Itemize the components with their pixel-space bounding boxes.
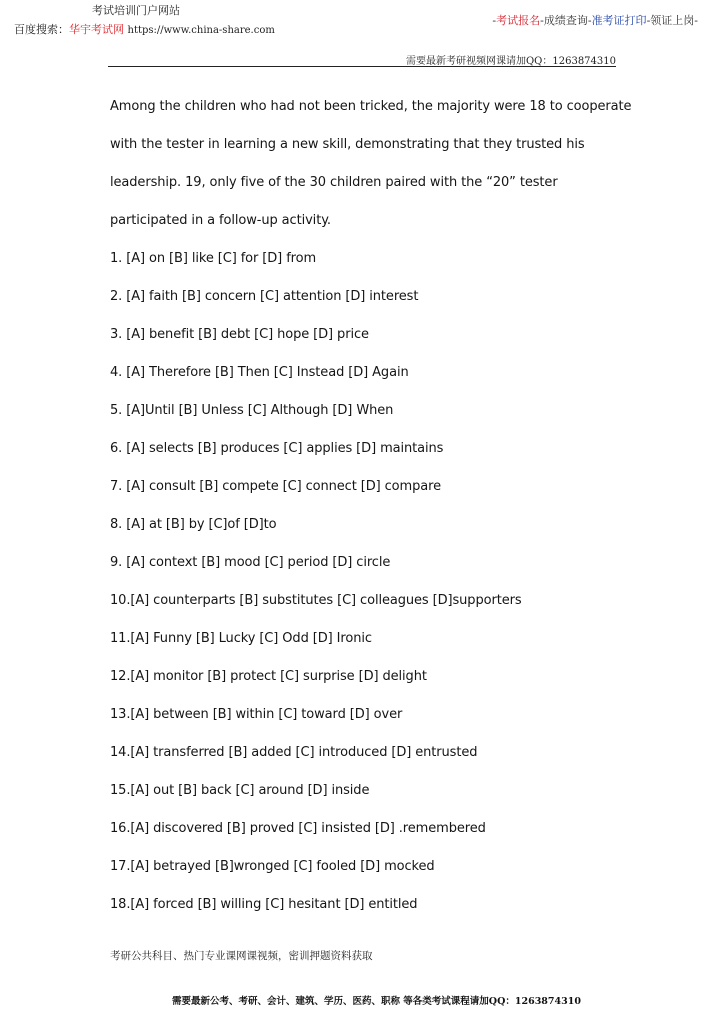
question-option-line: 17.[A] betrayed [B]wronged [C] fooled [D] mocked (110, 859, 435, 874)
document-body (110, 96, 632, 932)
question-option-line: 8. [A] at [B] by [C]of [D]to (110, 517, 277, 532)
question-option-line: 14.[A] transferred [B] added [C] introduced [D] entrusted (110, 745, 478, 760)
passage-line: with the tester in learning a new skill, demonstrating that they trusted his (110, 137, 585, 152)
nav-exam-signup-link[interactable]: 考试报名 (496, 14, 541, 27)
question-option-line: 12.[A] monitor [B] protect [C] surprise [D] delight (110, 669, 427, 684)
question-option-line: 5. [A]Until [B] Unless [C] Although [D] When (110, 403, 394, 418)
question-option-line: 1. [A] on [B] like [C] for [D] from (110, 251, 317, 266)
question-option-line: 7. [A] consult [B] compete [C] connect [D] compare (110, 479, 441, 494)
site-search-line (14, 21, 275, 37)
qq-contact-line: 需要最新考研视频网课请加QQ：1263874310 (405, 56, 616, 67)
header-nav (492, 12, 698, 28)
question-option-line: 9. [A] context [B] mood [C] period [D] circle (110, 555, 391, 570)
footer-contact-line: 需要最新公考、考研、会计、建筑、学历、医药、职称 等各类考试课程请加QQ：1263874310 (172, 996, 581, 1007)
question-option-line: 3. [A] benefit [B] debt [C] hope [D] price (110, 327, 369, 342)
question-option-line: 4. [A] Therefore [B] Then [C] Instead [D] Again (110, 365, 409, 380)
header-divider (108, 66, 616, 67)
nav-score-query-link[interactable]: 成绩查询 (543, 14, 588, 27)
nav-separator: - (587, 14, 592, 27)
question-option-line: 11.[A] Funny [B] Lucky [C] Odd [D] Ironic (110, 631, 372, 646)
question-option-line: 6. [A] selects [B] produces [C] applies [D] maintains (110, 441, 444, 456)
question-option-line: 18.[A] forced [B] willing [C] hesitant [D] entitled (110, 897, 418, 912)
nav-separator: - (694, 14, 698, 27)
nav-cert-job-link[interactable]: 领证上岗 (650, 14, 695, 27)
question-option-line: 10.[A] counterparts [B] substitutes [C] colleagues [D]supporters (110, 593, 522, 608)
question-option-line: 13.[A] between [B] within [C] toward [D] over (110, 707, 403, 722)
site-title: 考试培训门户网站 (92, 4, 180, 17)
passage-line: leadership. 19, only five of the 30 children paired with the “20” tester (110, 175, 558, 190)
brand-link[interactable]: 华宇考试网 (69, 23, 124, 36)
nav-separator: - (540, 14, 544, 27)
footer-note: 考研公共科目、热门专业课网课视频，密训押题资料获取 (110, 950, 373, 962)
question-option-line: 16.[A] discovered [B] proved [C] insisted [D] .remembered (110, 821, 486, 836)
question-option-line: 15.[A] out [B] back [C] around [D] inside (110, 783, 370, 798)
passage-line: participated in a follow-up activity. (110, 213, 331, 228)
nav-admission-print-link[interactable]: 准考证打印 (591, 14, 647, 27)
nav-separator: - (492, 14, 497, 27)
question-option-line: 2. [A] faith [B] concern [C] attention [D] interest (110, 289, 419, 304)
passage-line: Among the children who had not been tricked, the majority were 18 to cooperate (110, 99, 632, 114)
baidu-search-label: 百度搜索： (14, 23, 69, 36)
site-url: https://www.china-share.com (127, 25, 275, 36)
nav-separator: - (646, 14, 651, 27)
